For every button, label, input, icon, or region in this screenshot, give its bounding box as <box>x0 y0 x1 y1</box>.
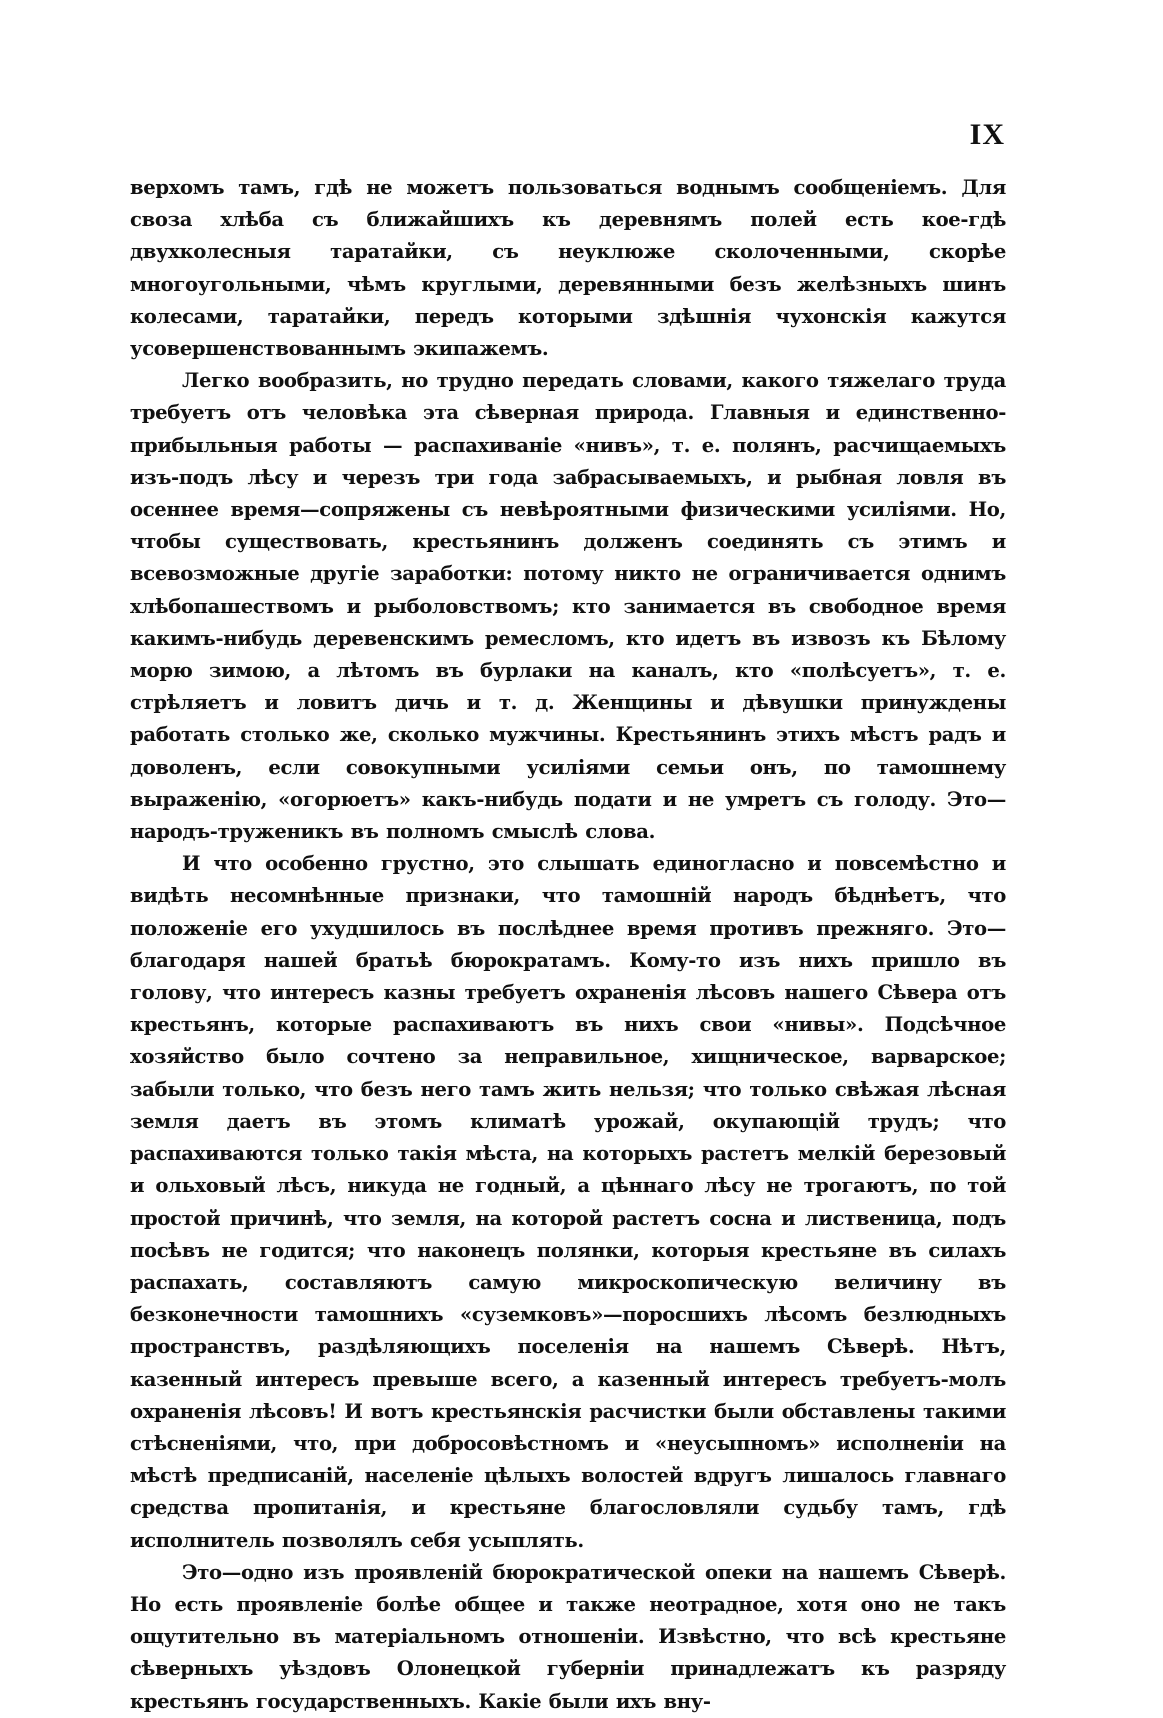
page-text-body <box>130 172 1006 1718</box>
paragraph: Легко вообразить, но трудно передать словами, какого тяжелаго труда требуетъ отъ человѣка эта сѣверная природа. Главныя и единственно-прибыльныя работы — распахиваніе «нивъ», т. е. полянъ, расчищаемыхъ изъ-подъ лѣсу и черезъ три года забрасываемыхъ, и рыбная ловля въ осеннее время—сопряжены съ невѣроятными физическими усиліями. Но, чтобы существовать, крестьянинъ долженъ соединять съ этимъ и всевозможные другіе заработки: потому никто не ограничивается однимъ хлѣбопашествомъ и рыболовствомъ; кто занимается въ свободное время какимъ-нибудь деревенскимъ ремесломъ, кто идетъ въ извозъ къ Бѣлому морю зимою, а лѣтомъ въ бурлаки на каналъ, кто «полѣсуетъ», т. е. стрѣляетъ и ловитъ дичь и т. д. Женщины и дѣвушки принуждены работать столько же, сколько мужчины. Крестьянинъ этихъ мѣстъ радъ и доволенъ, если совокупными усиліями семьи онъ, по тамошнему выраженію, «огорюетъ» какъ-нибудь подати и не умретъ съ голоду. Это—народъ-труженикъ въ полномъ смыслѣ слова. <box>130 369 1006 844</box>
paragraph: верхомъ тамъ, гдѣ не можетъ пользоваться воднымъ сообщеніемъ. Для своза хлѣба съ ближайшихъ къ деревнямъ полей есть кое-гдѣ двухколесныя таратайки, съ неуклюже сколоченными, скорѣе многоугольными, чѣмъ круглыми, деревянными безъ желѣзныхъ шинъ колесами, таратайки, передъ которыми здѣшнія чухонскія кажутся усовершенствованнымъ экипажемъ. <box>130 176 1006 361</box>
page-number: IX <box>969 118 1005 151</box>
paragraph: И что особенно грустно, это слышать единогласно и повсемѣстно и видѣть несомнѣнные признаки, что тамошній народъ бѣднѣетъ, что положеніе его ухудшилось въ послѣднее время противъ прежняго. Это—благодаря нашей братьѣ бюрократамъ. Кому-то изъ нихъ пришло въ голову, что интересъ казны требуетъ охраненія лѣсовъ нашего Сѣвера отъ крестьянъ, которые распахиваютъ въ нихъ свои «нивы». Подсѣчное хозяйство было сочтено за неправильное, хищническое, варварское; забыли только, что безъ него тамъ жить нельзя; что только свѣжая лѣсная земля даетъ въ этомъ климатѣ урожай, окупающій трудъ; что распахиваются только такія мѣста, на которыхъ растетъ мелкій березовый и ольховый лѣсъ, никуда не годный, а цѣннаго лѣсу не трогаютъ, по той простой причинѣ, что земля, на которой растетъ сосна и лиственица, подъ посѣвъ не годится; что наконецъ полянки, которыя крестьяне въ силахъ распахать, составляютъ самую микроскопическую величину въ безконечности тамошнихъ «суземковъ»—поросшихъ лѣсомъ безлюдныхъ пространствъ, раздѣляющихъ поселенія на нашемъ Сѣверѣ. Нѣтъ, казенный интересъ превыше всего, а казенный интересъ требуетъ-молъ охраненія лѣсовъ! И вотъ крестьянскія расчистки были обставлены такими стѣсненіями, что, при добросовѣстномъ и «неусыпномъ» исполненіи на мѣстѣ предписаній, населеніе цѣлыхъ волостей вдругъ лишалось главнаго средства пропитанія, и крестьяне благословляли судьбу тамъ, гдѣ исполнитель позволялъ себя усыплять. <box>130 852 1006 1552</box>
paragraph: Это—одно изъ проявленій бюрократической опеки на нашемъ Сѣверѣ. Но есть проявленіе болѣе общее и также неотрадное, хотя оно не такъ ощутительно въ матеріальномъ отношеніи. Извѣстно, что всѣ крестьяне сѣверныхъ уѣздовъ Олонецкой губерніи принадлежатъ къ разряду крестьянъ государственныхъ. Какіе были ихъ вну- <box>130 1560 1006 1713</box>
